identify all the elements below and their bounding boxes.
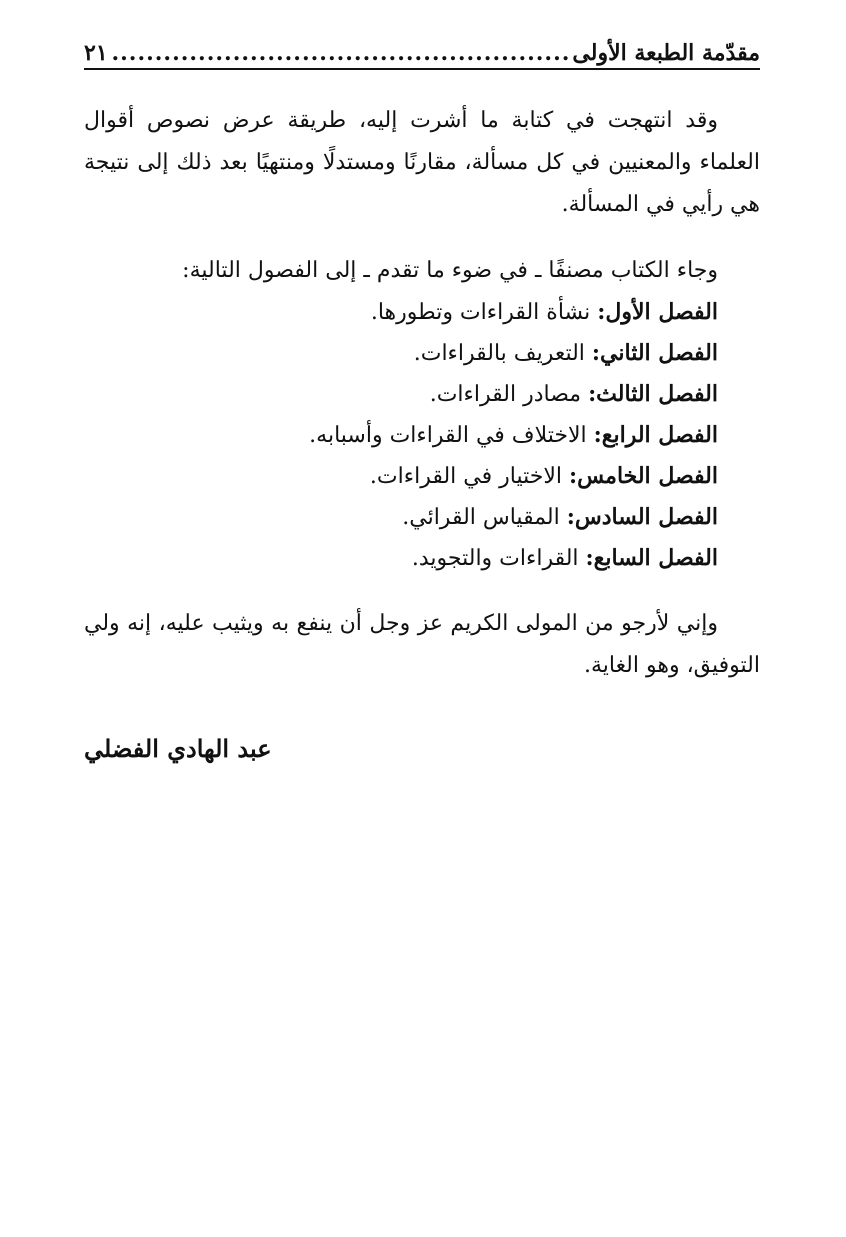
author-signature: عبد الهادي الفضلي bbox=[84, 734, 272, 763]
paragraph-closing: وإني لأرجو من المولى الكريم عز وجل أن ينفع به ويثيب عليه، إنه ولي التوفيق، وهو الغاية. bbox=[84, 611, 760, 678]
chapter-title: القراءات والتجويد. bbox=[411, 546, 586, 571]
chapter-title: نشأة القراءات وتطورها. bbox=[370, 300, 598, 325]
chapter-title: الاختيار في القراءات. bbox=[369, 464, 569, 489]
chapter-item-2 bbox=[84, 333, 718, 374]
page-number: ٢١ bbox=[84, 40, 108, 66]
chapter-title: مصادر القراءات. bbox=[429, 382, 589, 407]
chapter-item-1 bbox=[84, 292, 718, 333]
chapter-list bbox=[84, 292, 760, 579]
chapter-title: التعريف بالقراءات. bbox=[413, 341, 592, 366]
chapter-title: الاختلاف في القراءات وأسبابه. bbox=[309, 423, 594, 448]
chapter-item-6 bbox=[84, 497, 718, 538]
chapter-heading: الفصل السابع: bbox=[585, 545, 718, 571]
page-body bbox=[84, 100, 760, 687]
chapter-heading: الفصل السادس: bbox=[566, 504, 718, 530]
header-title: مقدّمة الطبعة الأولى bbox=[572, 40, 760, 66]
chapter-item-4 bbox=[84, 415, 718, 456]
chapters-intro: وجاء الكتاب مصنفًا ـ في ضوء ما تقدم ـ إلى الفصول التالية: bbox=[182, 258, 718, 283]
chapter-heading: الفصل الأول: bbox=[597, 299, 718, 325]
chapter-item-5 bbox=[84, 456, 718, 497]
paragraph-method: وقد انتهجت في كتابة ما أشرت إليه، طريقة عرض نصوص أقوال العلماء والمعنيين في كل مسألة، مقارنًا ومستدلًا ومنتهيًا بعد ذلك إلى نتيجة هي رأيي في المسألة. bbox=[84, 108, 760, 217]
running-header bbox=[84, 34, 760, 70]
chapter-heading: الفصل الرابع: bbox=[593, 422, 718, 448]
chapter-title: المقياس القرائي. bbox=[402, 505, 567, 530]
chapter-item-7 bbox=[84, 538, 718, 579]
header-leader-dots bbox=[110, 38, 571, 68]
chapter-heading: الفصل الثاني: bbox=[591, 340, 718, 366]
chapter-heading: الفصل الثالث: bbox=[588, 381, 718, 407]
chapter-item-3 bbox=[84, 374, 718, 415]
chapter-heading: الفصل الخامس: bbox=[568, 463, 718, 489]
